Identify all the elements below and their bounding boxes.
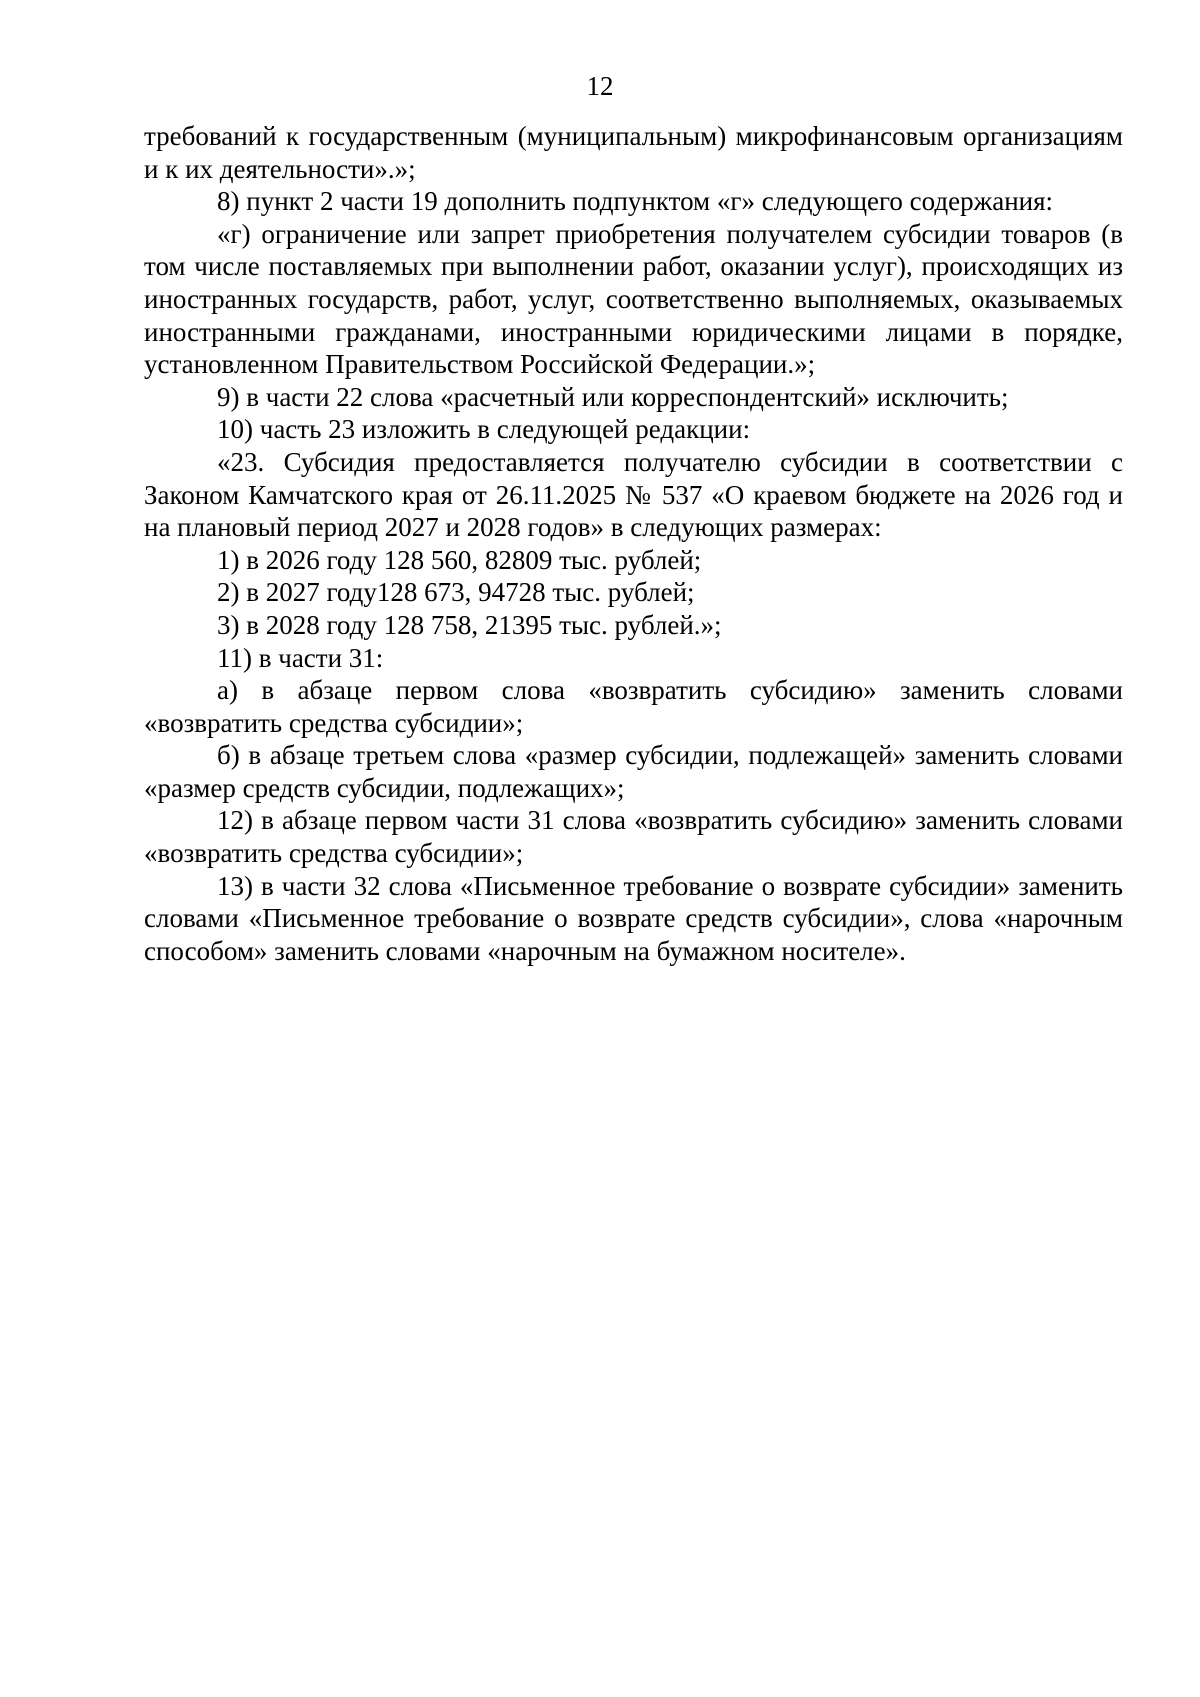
paragraph-item-13: 13) в части 32 слова «Письменное требование о возврате субсидии» заменить словами «Письменное требование о возврате средств субсидии», слова «нарочным способом» заменить словами «нарочным на бумажном носителе». [144,870,1123,966]
paragraph-continuation: требований к государственным (муниципальным) микрофинансовым организациям и к их деятельности».»; [144,121,1123,184]
paragraph-amount-2028: 3) в 2028 году 128 758, 21395 тыс. рублей.»; [217,609,722,640]
paragraph-item-9: 9) в части 22 слова «расчетный или корреспондентский» исключить; [217,381,1009,412]
paragraph-subitem-g: «г) ограничение или запрет приобретения получателем субсидии товаров (в том числе поставляемых при выполнении работ, оказании услуг), происходящих из иностранных государств, работ, услуг, соответственно выполняемых, оказываемых иностранными гражданами, иностранными юридическими лицами в порядке, установленном Правительством Российской Федерации.»; [144,218,1123,380]
paragraph-subitem-a: а) в абзаце первом слова «возвратить субсидию» заменить словами «возвратить средства субсидии»; [144,675,1123,738]
paragraph-amount-2026: 1) в 2026 году 128 560, 82809 тыс. рублей; [217,544,702,575]
paragraph-item-12: 12) в абзаце первом части 31 слова «возвратить субсидию» заменить словами «возвратить средства субсидии»; [144,805,1123,869]
paragraph-amount-2027: 2) в 2027 году128 673, 94728 тыс. рублей; [217,577,695,608]
document-body [144,120,1123,967]
paragraph-item-11: 11) в части 31: [217,642,384,673]
paragraph-subitem-b: б) в абзаце третьем слова «размер субсидии, подлежащей» заменить словами «размер средств субсидии, подлежащих»; [144,740,1123,803]
paragraph-item-10: 10) часть 23 изложить в следующей редакции: [217,414,751,445]
page-number: 12 [586,71,614,101]
paragraph-part-23: «23. Субсидия предоставляется получателю субсидии в соответствии с Законом Камчатского края от 26.11.2025 № 537 «О краевом бюджете на 2026 год и на плановый период 2027 и 2028 годов» в следующих размерах: [144,446,1123,543]
paragraph-item-8: 8) пункт 2 части 19 дополнить подпунктом «г» следующего содержания: [217,186,1054,217]
